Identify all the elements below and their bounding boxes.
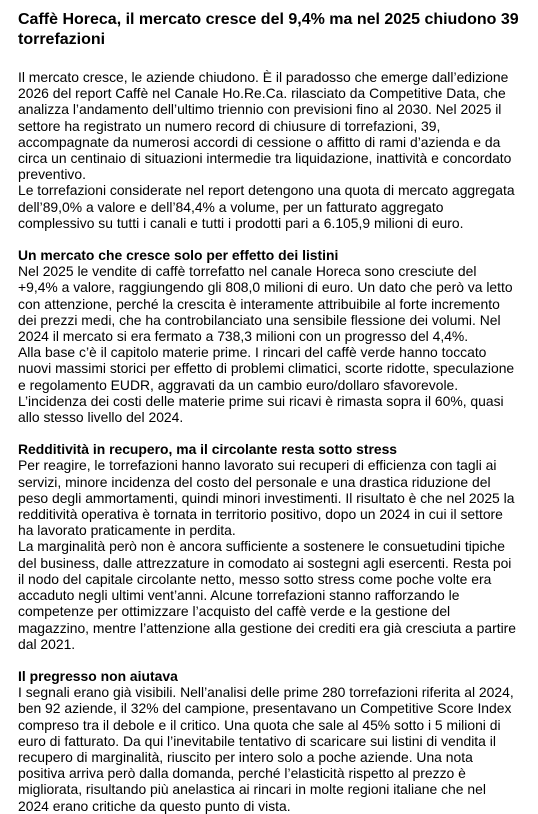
section-paragraph: Nel 2025 le vendite di caffè torrefatto nel canale Horeca sono cresciute del +9,4% a valore, raggiungendo gli 808,0 milioni di euro. Un dato che però va letto con attenzione, perché la crescita è interamente attribuibile al forte incremento dei prezzi medi, che ha controbilanciato una sensibile flessione dei volumi. Nel 2024 il mercato si era fermato a 738,3 milioni con un progresso del 4,4%.	[18, 263, 513, 345]
section-heading: Un mercato che cresce solo per effetto dei listini	[18, 247, 339, 264]
intro-paragraph: Le torrefazioni considerate nel report detengono una quota di mercato aggregata dell’89,0% a valore e dell’84,4% a volume, per un fatturato aggregato complessivo su tutti i canali e tutti i prodotti pari a 6.105,9 milioni di euro.	[18, 182, 515, 231]
section-paragraph: Alla base c’è il capitolo materie prime. I rincari del caffè verde hanno toccato nuovi massimi storici per effetto di problemi climatici, scorte ridotte, speculazione e regolamento EUDR, aggravati da un cambio euro/dollaro sfavorevole. L’incidenza dei costi delle materie prime sui ricavi è rimasta sopra il 60%, quasi allo stesso livello del 2024.	[18, 344, 515, 426]
section-spacer	[18, 652, 520, 668]
section-heading: Il pregresso non aiutava	[18, 667, 178, 684]
section-spacer	[18, 425, 520, 441]
article-title: Caffè Horeca, il mercato cresce del 9,4% ma nel 2025 chiudono 39 torrefazioni	[18, 11, 519, 48]
section-heading: Redditività in recupero, ma il circolante resta sotto stress	[18, 441, 398, 458]
intro-paragraph: Il mercato cresce, le aziende chiudono. È il paradosso che emerge dall’edizione 2026 del report Caffè nel Canale Ho.Re.Ca. rilasciato da Competitive Data, che analizza l’andamento dell’ultimo triennio con previsioni fino al 2030. Nel 2025 il settore ha registrato un numero record di chiusure di torrefazioni, 39, accompagnate da numerosi accordi di cessione o affitto di rami d’azienda e da circa un centinaio di situazioni intermedie tra liquidazione, inattività e concordato preventivo.	[18, 69, 512, 183]
section-paragraph: Per reagire, le torrefazioni hanno lavorato sui recuperi di efficienza con tagli ai servizi, minore incidenza del costo del personale e una drastica riduzione del peso degli ammortamenti, quindi minori investimenti. Il risultato è che nel 2025 la redditività operativa è tornata in territorio positivo, dopo un 2024 in cui il settore ha lavorato praticamente in perdita.	[18, 457, 515, 539]
section-paragraph: I segnali erano già visibili. Nell’analisi delle prime 280 torrefazioni riferita al 2024, ben 92 aziende, il 32% del campione, presentavano un Competitive Score Index compreso tra il debole e il critico. Una quota che sale al 45% sotto i 5 milioni di euro di fatturato. Da qui l’inevitabile tentativo di scaricare sui listini di vendita il recupero di marginalità, riuscito per intero solo a poche aziende. Una nota positiva arriva però dalla domanda, perché l’elasticità rispetto al prezzo è migliorata, risultando più anelastica ai rincari in molte regioni italiane che nel 2024 erano critiche da questo punto di vista.	[18, 684, 514, 814]
section-paragraph: La marginalità però non è ancora sufficiente a sostenere le consuetudini tipiche del business, dalle attrezzature in comodato ai sostegni agli esercenti. Resta poi il nodo del capitale circolante netto, messo sotto stress come poche volte era accaduto negli ultimi vent’anni. Alcune torrefazioni stanno rafforzando le competenze per ottimizzare l’acquisto del caffè verde e la gestione del magazzino, mentre l’attenzione alla gestione dei crediti era già cresciuta a partire dal 2021.	[18, 538, 517, 652]
section-spacer	[18, 231, 520, 247]
